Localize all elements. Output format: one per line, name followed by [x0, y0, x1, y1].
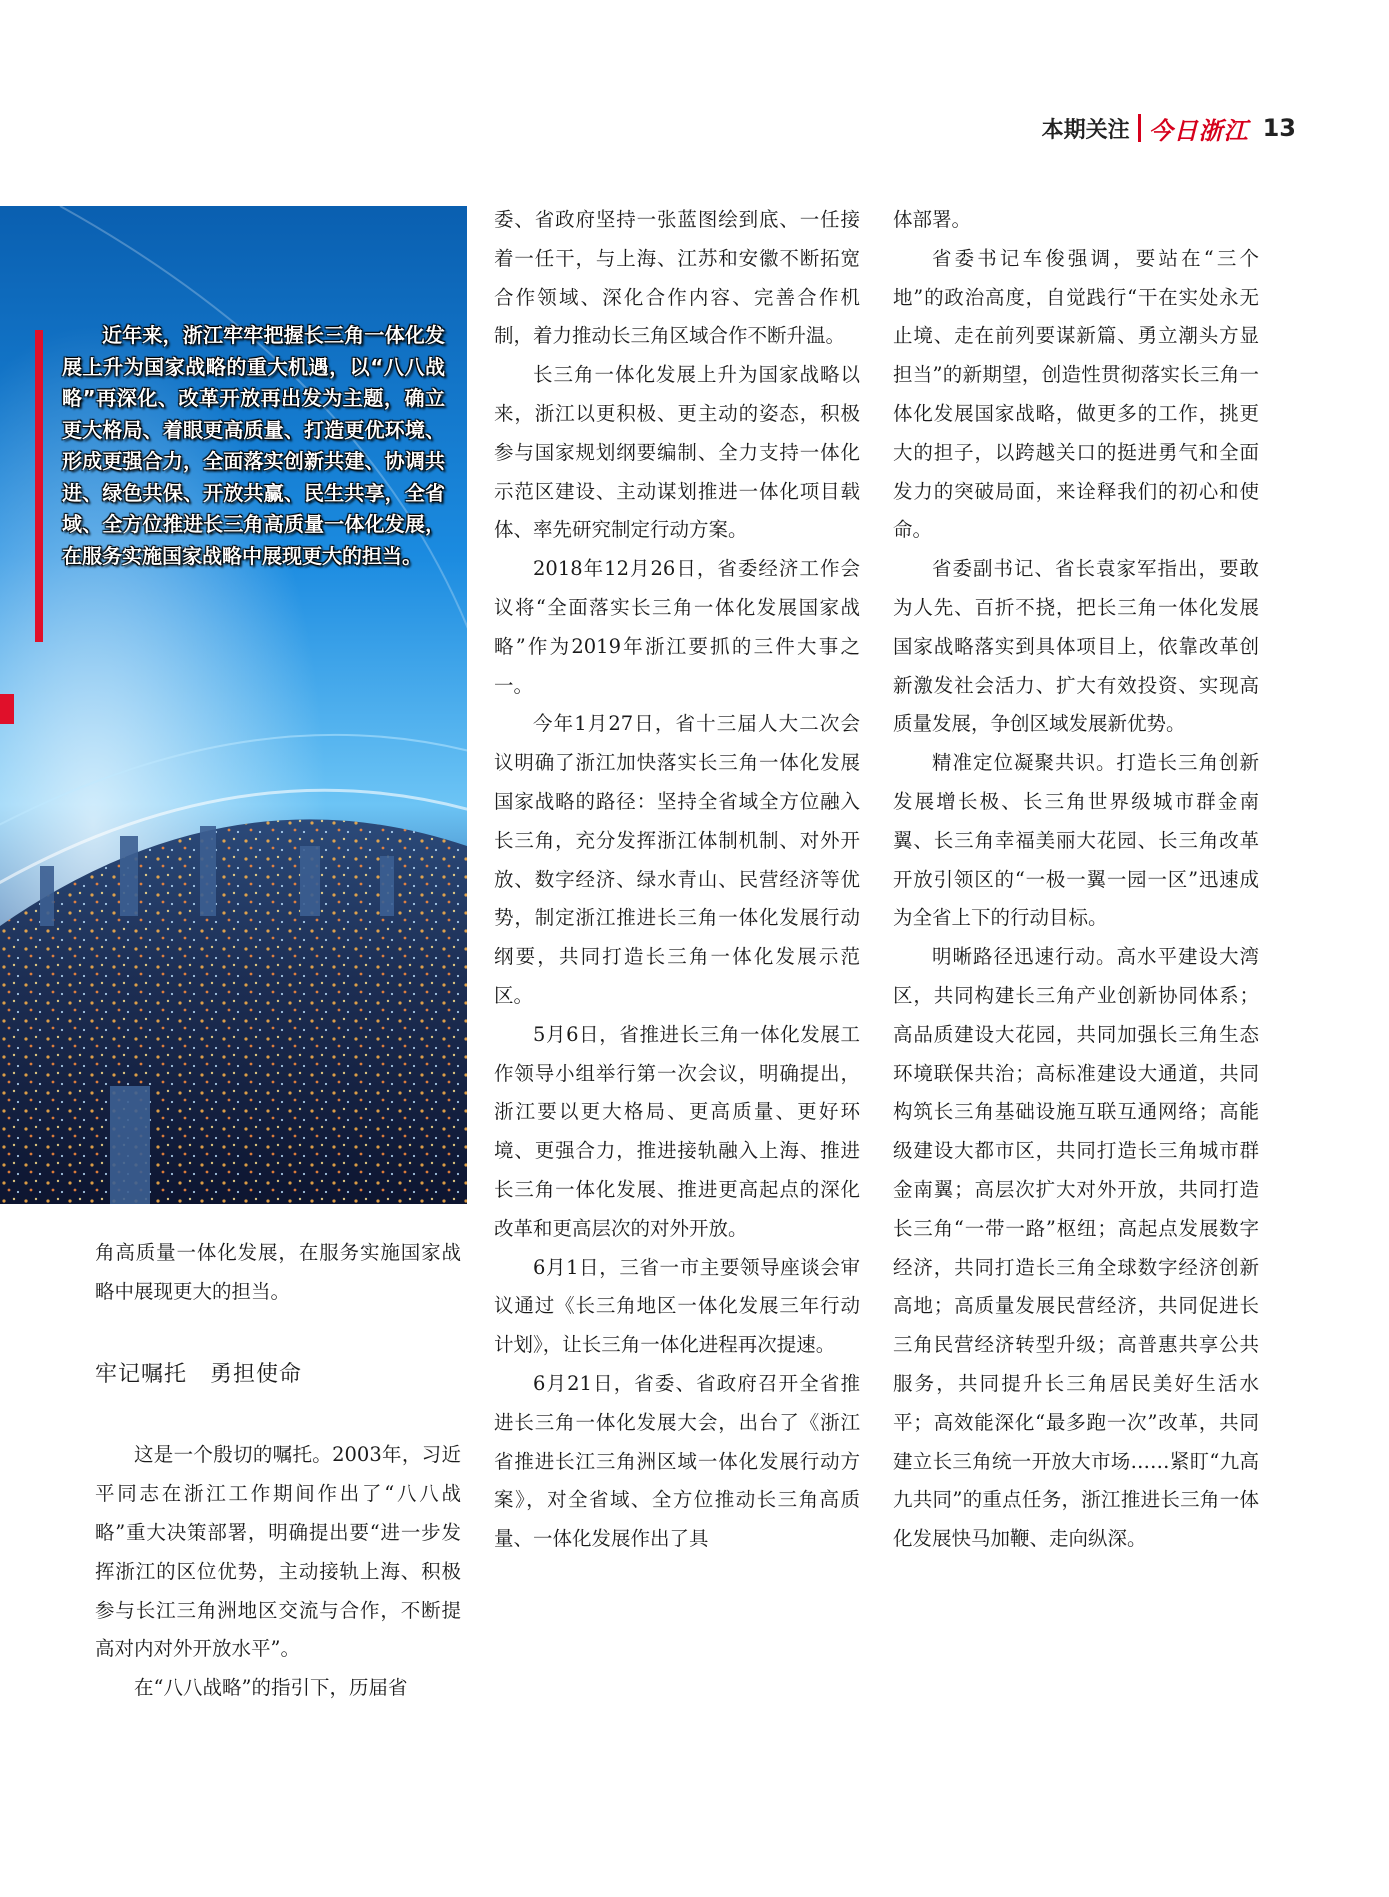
paragraph: 在“八八战略”的指引下，历届省 — [134, 1676, 408, 1700]
header-divider — [1138, 114, 1141, 142]
paragraph: 角高质量一体化发展，在服务实施国家战略中展现更大的担当。 — [95, 1241, 461, 1303]
paragraph: 精准定位凝聚共识。打造长三角创新发展增长极、长三角世界级城市群金南翼、长三角幸福美丽大花园、长三角改革开放引领区的“一极一翼一园一区”迅速成为全省上下的行动目标。 — [893, 751, 1259, 930]
lead-accent-bar — [35, 330, 43, 642]
paragraph: 这是一个殷切的嘱托。2003年，习近平同志在浙江工作期间作出了“八八战略”重大决策部署，明确提出要“进一步发挥浙江的区位优势，主动接轨上海、积极参与长江三角洲地区交流与合作，不断提高对内对外开放水平”。 — [95, 1443, 461, 1661]
article-column-2 — [494, 201, 860, 1559]
paragraph: 明晰路径迅速行动。高水平建设大湾区，共同构建长三角产业创新协同体系；高品质建设大花园，共同加强长三角生态环境联保共治；高标准建设大通道，共同构筑长三角基础设施互联互通网络；高能级建设大都市区，共同打造长三角城市群金南翼；高层次扩大对外开放，共同打造长三角“一带一路”枢纽；高起点发展数字经济，共同打造长三角全球数字经济创新高地；高质量发展民营经济，共同促进长三角民营经济转型升级；高普惠共享公共服务，共同提升长三角居民美好生活水平；高效能深化“最多跑一次”改革，共同建立长三角统一开放大市场……紧盯“九高九共同”的重点任务，浙江推进长三角一体化发展快马加鞭、走向纵深。 — [893, 945, 1259, 1551]
paragraph: 6月21日，省委、省政府召开全省推进长三角一体化发展大会，出台了《浙江省推进长江三角洲区域一体化发展行动方案》，对全省域、全方位推动长三角高质量、一体化发展作出了具 — [494, 1371, 860, 1551]
paragraph: 5月6日，省推进长三角一体化发展工作领导小组举行第一次会议，明确提出，浙江要以更大格局、更高质量、更好环境、更强合力，推进接轨融入上海、推进长三角一体化发展、推进更高起点的深化改革和更高层次的对外开放。 — [494, 1022, 860, 1240]
paragraph: 省委书记车俊强调，要站在“三个地”的政治高度，自觉践行“干在实处永无止境、走在前列要谋新篇、勇立潮头方显担当”的新期望，创造性贯彻落实长三角一体化发展国家战略，做更多的工作，挑更大的担子，以跨越关口的挺进勇气和全面发力的突破局面，来诠释我们的初心和使命。 — [893, 246, 1259, 542]
paragraph: 体部署。 — [893, 208, 972, 231]
paragraph: 委、省政府坚持一张蓝图绘到底、一任接着一任干，与上海、江苏和安徽不断拓宽合作领域、深化合作内容、完善合作机制，着力推动长三角区域合作不断升温。 — [494, 208, 860, 348]
page-header — [1042, 108, 1296, 148]
red-accent-tab — [0, 694, 14, 724]
subheading: 牢记嘱托 勇担使命 — [95, 1361, 303, 1387]
paragraph: 长三角一体化发展上升为国家战略以来，浙江以更积极、更主动的姿态，积极参与国家规划纲要编制、全力支持一体化示范区建设、主动谋划推进一体化项目载体、率先研究制定行动方案。 — [494, 363, 860, 542]
paragraph: 今年1月27日，省十三届人大二次会议明确了浙江加快落实长三角一体化发展国家战略的路径：坚持全省域全方位融入长三角，充分发挥浙江体制机制、对外开放、数字经济、绿水青山、民营经济等优势，制定浙江推进长三角一体化发展行动纲要，共同打造长三角一体化发展示范区。 — [494, 712, 860, 1007]
paragraph: 6月1日，三省一市主要领导座谈会审议通过《长三角地区一体化发展三年行动计划》，让长三角一体化进程再次提速。 — [494, 1255, 860, 1357]
paragraph: 省委副书记、省长袁家军指出，要敢为人先、百折不挠，把长三角一体化发展国家战略落实到具体项目上，依靠改革创新激发社会活力、扩大有效投资、实现高质量发展，争创区域发展新优势。 — [893, 557, 1259, 736]
section-label: 本期关注 — [1041, 117, 1130, 143]
page-number: 13 — [1262, 114, 1296, 142]
magazine-logo: 今日浙江 — [1148, 116, 1249, 145]
article-column-3 — [893, 201, 1259, 1559]
article-column-1 — [95, 1234, 461, 1708]
paragraph: 2018年12月26日，省委经济工作会议将“全面落实长三角一体化发展国家战略”作为2019年浙江要抓的三件大事之一。 — [494, 557, 860, 697]
lead-paragraph: 近年来，浙江牢牢把握长三角一体化发展上升为国家战略的重大机遇，以“八八战略”再深化、改革开放再出发为主题，确立更大格局、着眼更高质量、打造更优环境、形成更强合力，全面落实创新共建、协调共进、绿色共保、开放共赢、民生共享，全省域、全方位推进长三角高质量一体化发展，在服务实施国家战略中展现更大的担当。 — [62, 323, 445, 568]
